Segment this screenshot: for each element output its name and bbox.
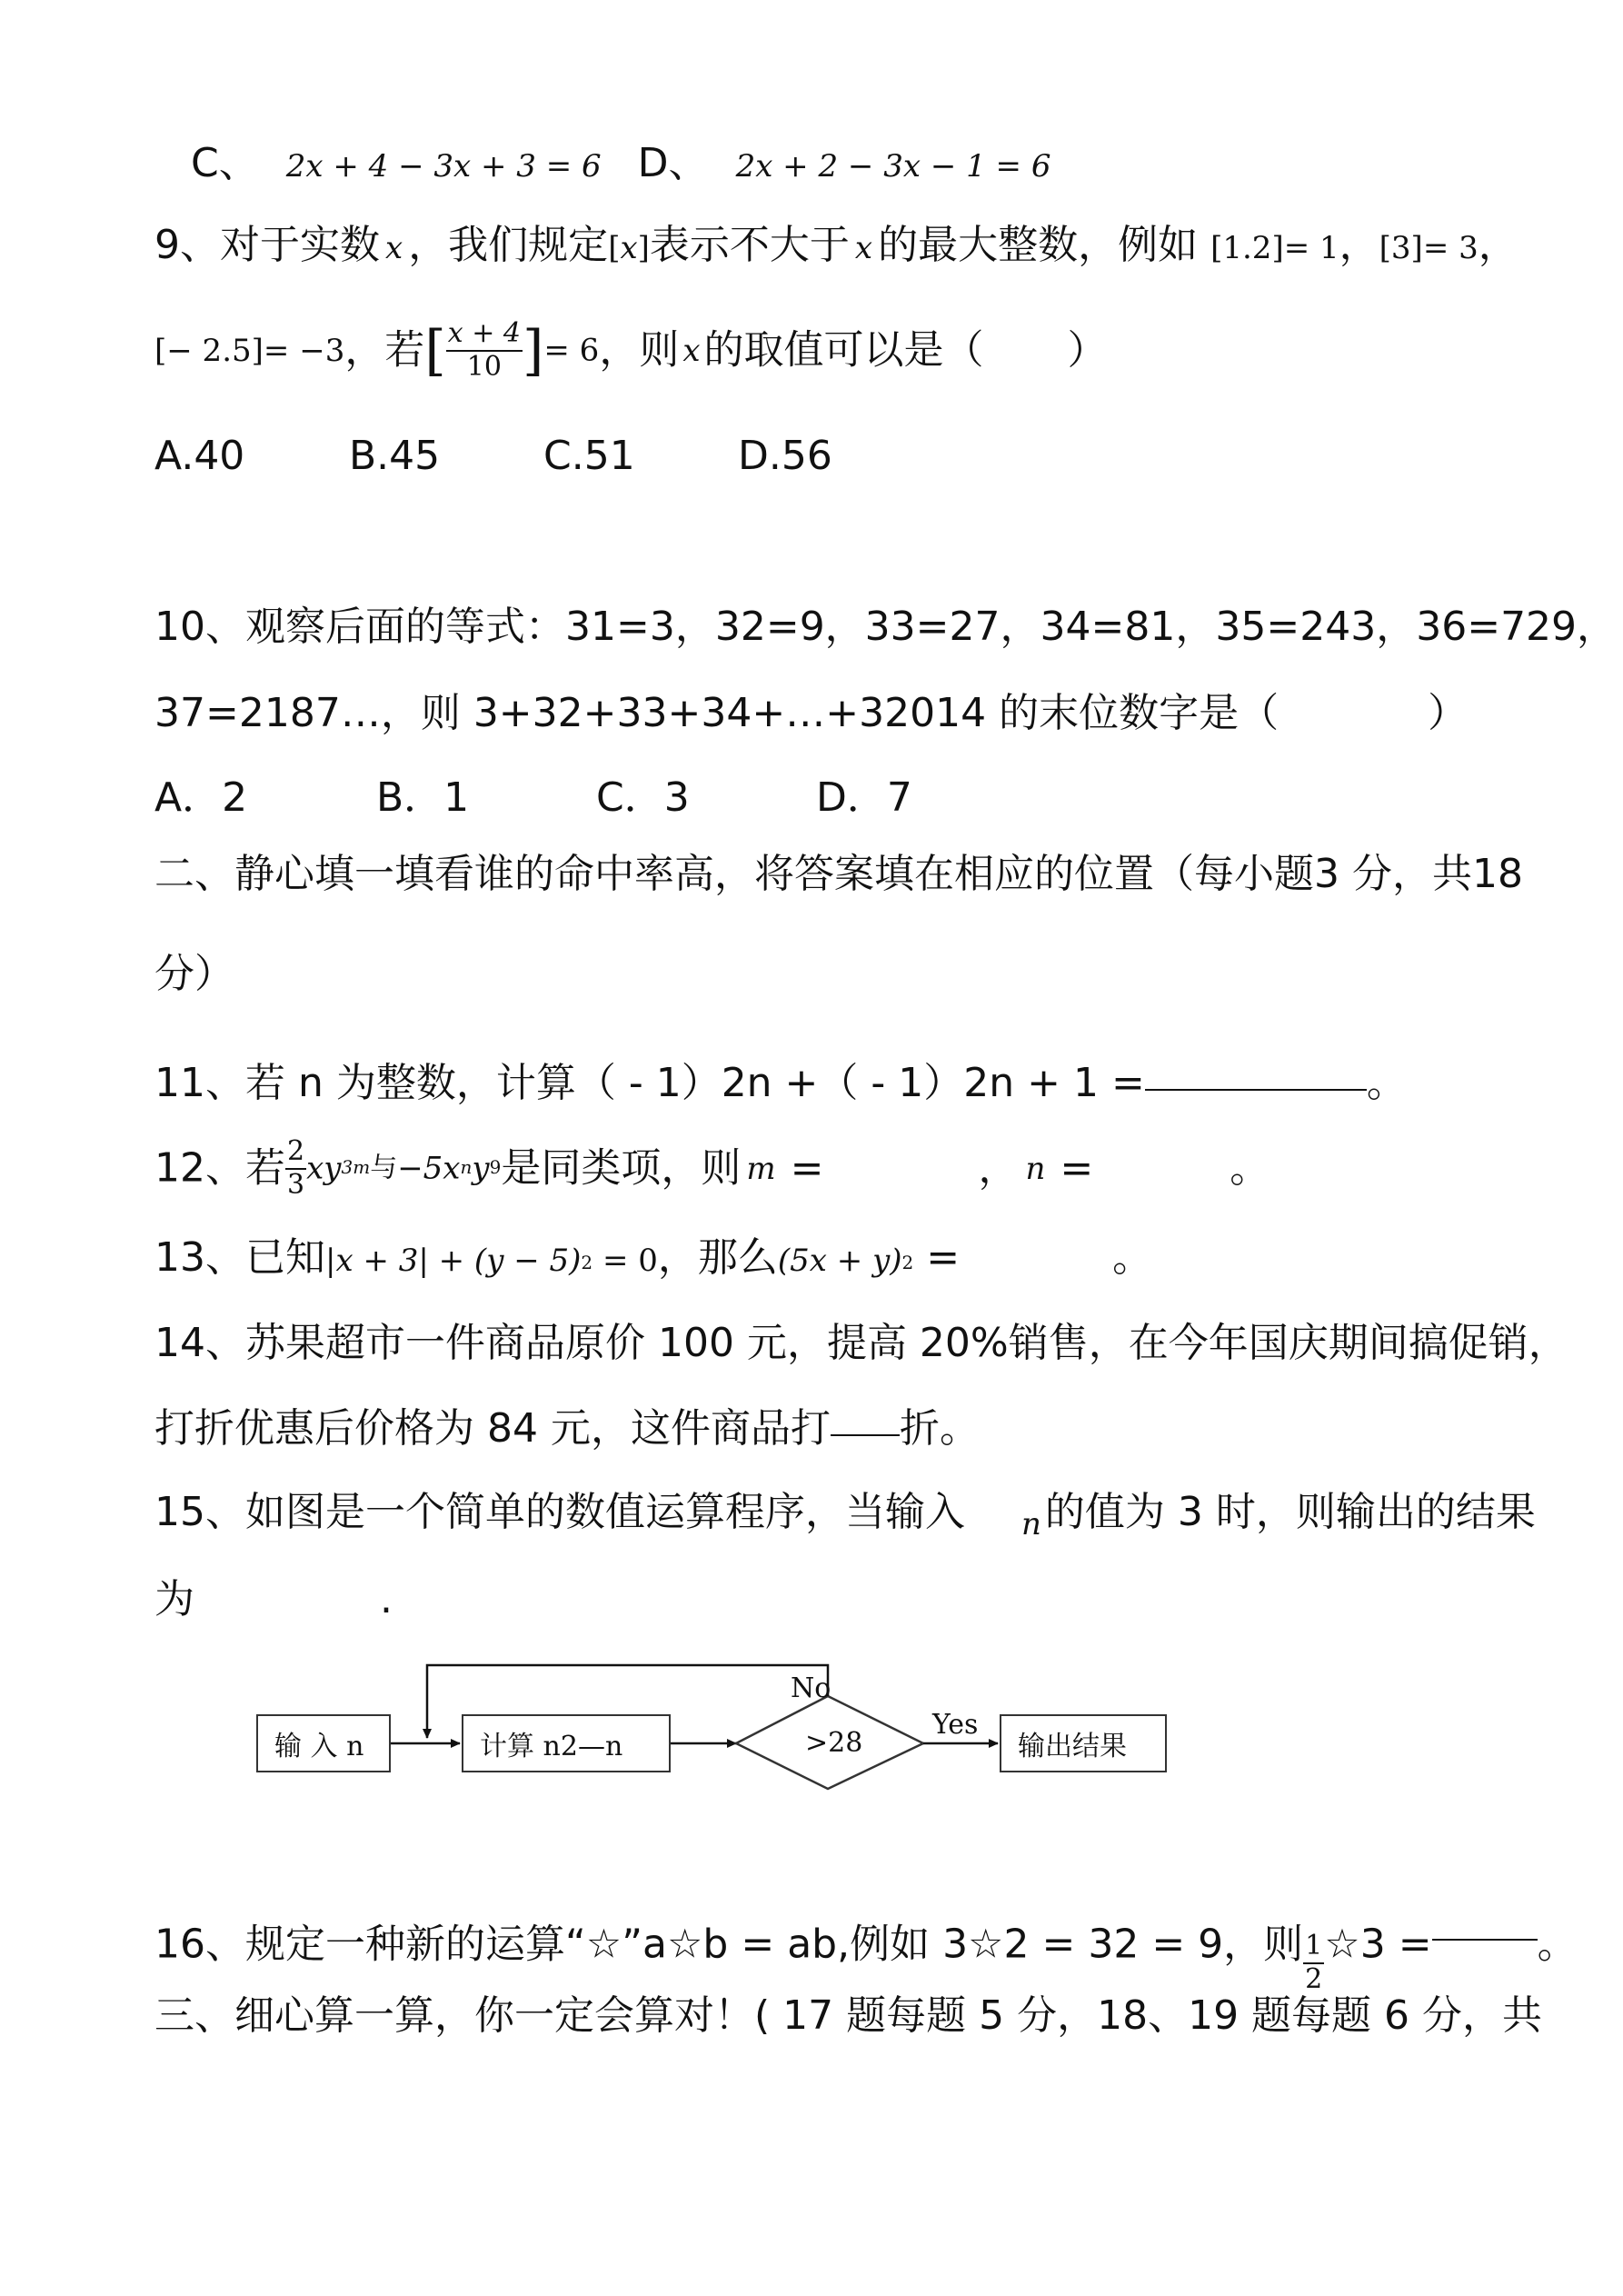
separator: ，	[1339, 222, 1379, 268]
equals: =	[913, 1234, 961, 1281]
exponent-2: 2	[581, 1252, 593, 1273]
var-n: n	[1025, 1150, 1046, 1187]
q9-lead: 9、对于实数	[154, 222, 380, 268]
exponent-3m: 3m	[341, 1155, 371, 1178]
option-c-label: C、	[191, 140, 259, 186]
option-d-expression: 2x + 2 − 3x − 1 = 6	[735, 148, 1051, 185]
q10-option-b: B．1	[376, 774, 470, 821]
q15-text: 的值为 3 时，则输出的结果	[1044, 1489, 1536, 1535]
question-16	[154, 1912, 1578, 1995]
option-c-expression: 2x + 4 − 3x + 3 = 6	[285, 148, 602, 185]
exponent-n: n	[460, 1155, 473, 1178]
section-3-heading: 三、细心算一算，你一定会算对！( 17 题每题 5 分，18、19 题每题 6 分，共	[154, 1992, 1543, 2039]
no-label: No	[791, 1672, 831, 1704]
yes-label: Yes	[932, 1709, 979, 1741]
q12-end: 。	[1230, 1144, 1270, 1192]
q16-text: 16、规定一种新的运算“☆”a☆b = ab,例如 3☆2 = 32 = 9，则	[154, 1921, 1304, 1968]
term-b: −5x	[397, 1150, 461, 1187]
term-a: xy	[306, 1150, 342, 1187]
answer-close-paren: ）	[1428, 690, 1469, 736]
var-x: x	[385, 230, 403, 266]
q13-text: ，那么	[657, 1234, 778, 1281]
decision-condition: >28	[805, 1727, 863, 1759]
equals: =	[790, 1144, 824, 1192]
q13-lead: 13、已知	[154, 1234, 325, 1281]
term-b-y: y	[472, 1150, 490, 1187]
q15-text: 15、如图是一个简单的数值运算程序，当输入	[154, 1489, 965, 1535]
floor-bracket: [x]	[608, 230, 650, 266]
q10-option-d: D．7	[816, 774, 912, 821]
separator: ，	[978, 1144, 1019, 1192]
example-floor-1: [1.2]= 1	[1210, 230, 1339, 266]
q11-end: 。	[1366, 1060, 1407, 1106]
q9-option-b: B.45	[349, 433, 441, 479]
q9-option-d: D.56	[738, 433, 832, 479]
conjunction: 与	[370, 1152, 398, 1184]
example-floor-2: [3]= 3	[1379, 230, 1479, 266]
right-bracket: ]	[522, 318, 544, 383]
q10-text: 37=2187…，则 3+32+33+34+…+32014 的末位数字是（	[154, 690, 1279, 736]
q14-text: 打折优惠后价格为 84 元，这件商品打	[154, 1405, 831, 1452]
var-x: x	[854, 230, 873, 266]
flowchart-input-box: 输 入 n	[256, 1714, 391, 1772]
q12-lead: 12、若	[154, 1144, 285, 1192]
q9-text: ，我们规定	[408, 222, 609, 268]
q9-text: 表示不大于	[649, 222, 850, 268]
separator: ，	[1478, 222, 1518, 268]
q15-text: 为	[154, 1576, 194, 1622]
flowchart-compute-box: 计算 n2—n	[462, 1714, 671, 1772]
q9-text: ，若	[344, 326, 425, 374]
exponent-9: 9	[489, 1155, 502, 1178]
q14-text-end: 折。	[899, 1405, 980, 1452]
example-floor-3: [− 2.5]= −3	[154, 332, 345, 369]
q16-text: ☆3 =	[1324, 1921, 1432, 1968]
q12-text: 是同类项，则	[501, 1144, 742, 1192]
frac-result: = 6	[543, 332, 600, 369]
target-expression: (5x + y)	[777, 1243, 902, 1279]
q10-option-a: A．2	[154, 774, 248, 821]
answer-blank	[1432, 1939, 1538, 1941]
fraction-x-plus-4-over-10: $\frac{x + 4}{10}$	[447, 317, 521, 383]
q11-text: 11、若 n 为整数，计算（ - 1）2n +（ - 1）2n + 1 =	[154, 1060, 1145, 1106]
q16-end: 。	[1537, 1921, 1578, 1968]
option-d-label: D、	[637, 140, 709, 186]
section-2-heading-cont: 分）	[154, 951, 234, 997]
q15-end: .	[380, 1576, 393, 1622]
condition-expression: |x + 3| + (y − 5)	[325, 1243, 582, 1279]
var-n: n	[1021, 1506, 1041, 1542]
equals: =	[1060, 1144, 1094, 1192]
question-14-line-1: 14、苏果超市一件商品原价 100 元，提高 20%销售，在今年国庆期间搞促销，	[154, 1320, 1568, 1366]
question-10-line-1: 10、观察后面的等式：31=3，32=9，33=27，34=81，35=243，36=729，	[154, 604, 1618, 650]
q10-option-c: C．3	[596, 774, 690, 821]
q9-text: 的取值可以是（	[703, 326, 984, 374]
answer-close-paren: ）	[1067, 326, 1108, 374]
q9-option-c: C.51	[543, 433, 635, 479]
left-bracket: [	[424, 318, 446, 383]
var-x: x	[682, 332, 701, 369]
var-m: m	[746, 1150, 776, 1187]
section-2-heading: 二、静心填一填看谁的命中率高，将答案填在相应的位置（每小题3 分，共18	[154, 851, 1523, 897]
condition-result: = 0	[592, 1243, 658, 1279]
q13-end: 。	[1112, 1234, 1153, 1281]
fraction-one-half: $\frac{1}{2}$	[1305, 1930, 1323, 1995]
q9-option-a: A.40	[154, 433, 245, 479]
q9-text: 的最大整数，例如	[878, 222, 1199, 268]
exponent-2: 2	[901, 1252, 914, 1273]
q9-text: ，则	[599, 326, 680, 374]
flowchart-output-box: 输出结果	[1000, 1714, 1167, 1772]
fraction-two-thirds: $\frac{2}{3}$	[287, 1135, 305, 1201]
